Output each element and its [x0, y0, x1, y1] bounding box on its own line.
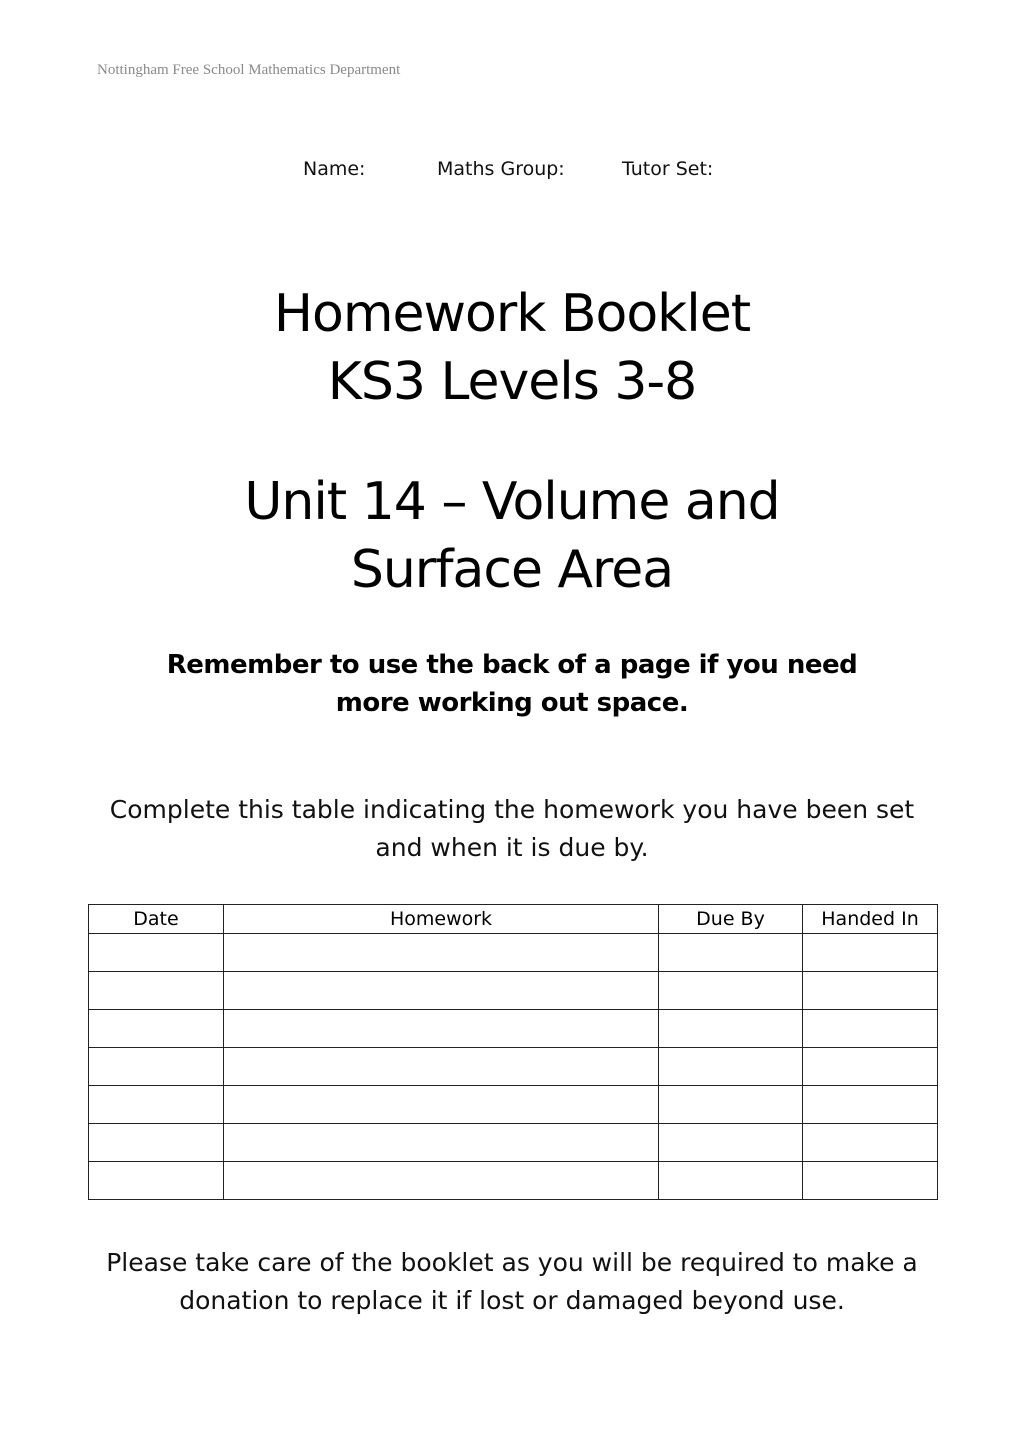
table-row: [89, 934, 938, 972]
due-by-cell[interactable]: [659, 1162, 803, 1200]
unit-title-line1: Unit 14 – Volume and: [244, 472, 780, 532]
date-cell[interactable]: [89, 1010, 224, 1048]
table-row: [89, 1162, 938, 1200]
care-notice-line2: donation to replace it if lost or damaged beyond use.: [179, 1286, 845, 1315]
care-notice: [0, 1244, 1024, 1320]
homework-cell[interactable]: [224, 1124, 659, 1162]
booklet-levels: KS3 Levels 3-8: [327, 352, 697, 412]
handed-in-cell[interactable]: [803, 1010, 938, 1048]
maths-group-label: Maths Group:: [437, 158, 565, 180]
date-cell[interactable]: [89, 1086, 224, 1124]
handed-in-cell[interactable]: [803, 1162, 938, 1200]
table-header-row: [89, 905, 938, 934]
handed-in-cell[interactable]: [803, 972, 938, 1010]
instruction-line1: Complete this table indicating the homework you have been set: [109, 795, 915, 824]
table-row: [89, 972, 938, 1010]
reminder-note: [0, 646, 1024, 722]
tutor-set-label: Tutor Set:: [622, 158, 714, 180]
unit-title-line2: Surface Area: [350, 540, 674, 600]
header-due-by: Due By: [659, 905, 803, 934]
due-by-cell[interactable]: [659, 1086, 803, 1124]
date-cell[interactable]: [89, 1124, 224, 1162]
due-by-cell[interactable]: [659, 1048, 803, 1086]
table-row: [89, 1124, 938, 1162]
date-cell[interactable]: [89, 934, 224, 972]
instruction-line2: and when it is due by.: [375, 833, 649, 862]
table-row: [89, 1048, 938, 1086]
header-date: Date: [89, 905, 224, 934]
table-row: [89, 1086, 938, 1124]
date-cell[interactable]: [89, 972, 224, 1010]
homework-table: [88, 904, 938, 1200]
due-by-cell[interactable]: [659, 972, 803, 1010]
homework-cell[interactable]: [224, 972, 659, 1010]
due-by-cell[interactable]: [659, 1010, 803, 1048]
booklet-title: Homework Booklet: [273, 284, 751, 344]
homework-cell[interactable]: [224, 1162, 659, 1200]
name-label: Name:: [303, 158, 366, 180]
header-homework: Homework: [224, 905, 659, 934]
due-by-cell[interactable]: [659, 934, 803, 972]
homework-cell[interactable]: [224, 1010, 659, 1048]
care-notice-line1: Please take care of the booklet as you will be required to make a: [106, 1248, 918, 1277]
header-handed-in: Handed In: [803, 905, 938, 934]
handed-in-cell[interactable]: [803, 1048, 938, 1086]
table-row: [89, 1010, 938, 1048]
reminder-line1: Remember to use the back of a page if you need: [166, 650, 858, 680]
handed-in-cell[interactable]: [803, 934, 938, 972]
reminder-line2: more working out space.: [335, 688, 689, 718]
table-instruction: [0, 791, 1024, 867]
due-by-cell[interactable]: [659, 1124, 803, 1162]
homework-cell[interactable]: [224, 1086, 659, 1124]
homework-cell[interactable]: [224, 934, 659, 972]
date-cell[interactable]: [89, 1048, 224, 1086]
department-header: Nottingham Free School Mathematics Department: [97, 62, 401, 78]
homework-cell[interactable]: [224, 1048, 659, 1086]
handed-in-cell[interactable]: [803, 1086, 938, 1124]
handed-in-cell[interactable]: [803, 1124, 938, 1162]
date-cell[interactable]: [89, 1162, 224, 1200]
